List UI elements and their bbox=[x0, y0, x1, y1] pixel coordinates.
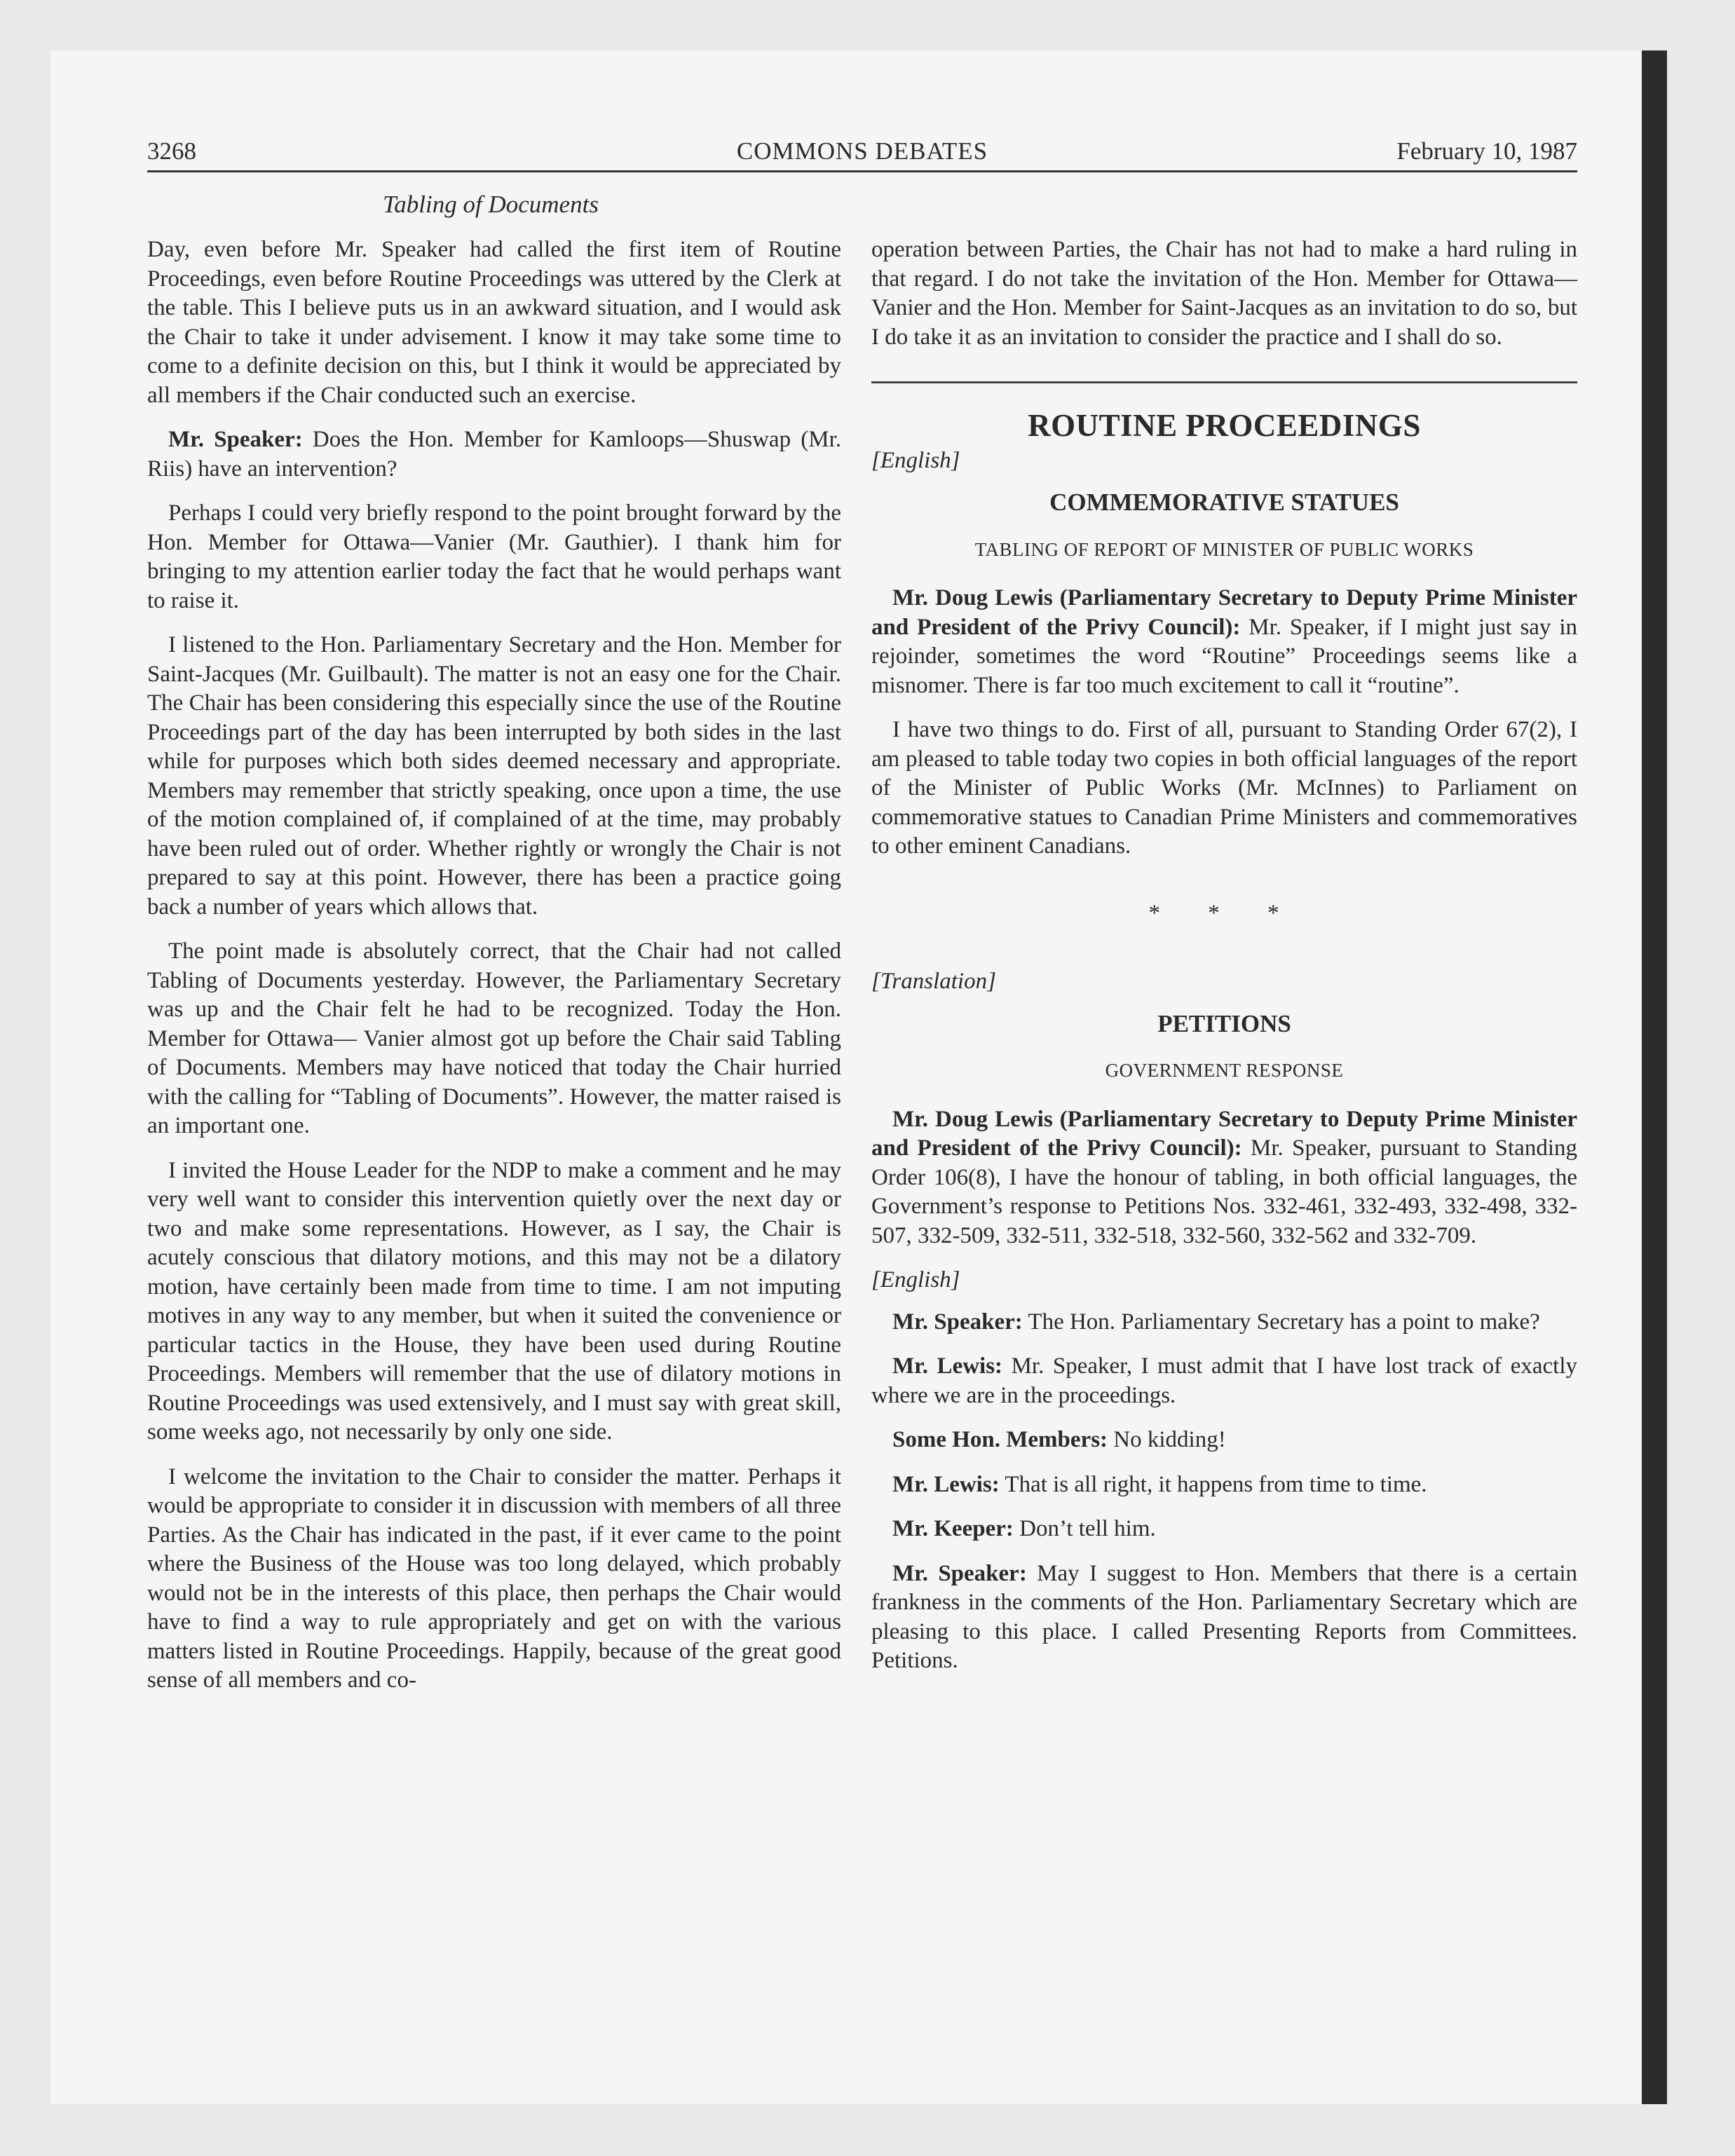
paragraph bbox=[871, 1560, 1577, 1676]
paragraph: Perhaps I could very briefly respond to the point brought forward by the Hon. Member for Ottawa—Vanier (Mr. Gauthier). I thank him for bringing to my attention earlier today the fact that he would perhaps want to raise it. bbox=[147, 500, 841, 613]
speaker-name: Mr. Doug Lewis (Parliamentary Secretary to Deputy Prime Minister and President of the Privy Council): bbox=[871, 1106, 1577, 1161]
speech-text: Mr. Speaker, I must admit that I have lost track of exactly where we are in the proceedings. bbox=[871, 1353, 1577, 1408]
page-header bbox=[147, 137, 1577, 172]
speaker-name: Mr. Speaker: bbox=[892, 1560, 1027, 1586]
speech-text: May I suggest to Hon. Members that there is a certain frankness in the comments of the Hon. Parliamentary Secretary which are pleasing to this place. I called Presenting Reports from Committees. Petitions. bbox=[871, 1560, 1577, 1673]
speech-text: No kidding! bbox=[1108, 1427, 1226, 1452]
paragraph bbox=[871, 1426, 1577, 1455]
paragraph: I have two things to do. First of all, pursuant to Standing Order 67(2), I am pleased to table today two copies in both official languages of the report of the Minister of Public Works (Mr. McInnes) to Parliament on commemorative statues to Canadian Prime Ministers and commemoratives to other eminent Canadians. bbox=[871, 717, 1577, 859]
paragraph: I listened to the Hon. Parliamentary Secretary and the Hon. Member for Saint-Jacques (Mr. Guilbault). The matter is not an easy one for the Chair. The Chair has been considering this especially since the use of the Routine Proceedings part of the day has been interrupted by both sides in the last while for purposes which both sides deemed necessary and appropriate. Members may remember that strictly speaking, once upon a time, the use of the motion complained of, if complained of at the time, may probably have been ruled out of order. Whether rightly or wrongly the Chair is not prepared to say at this point. However, there has been a practice going back a number of years which allows that. bbox=[147, 632, 841, 920]
section-divider bbox=[871, 381, 1577, 383]
speech-text: Mr. Speaker, pursuant to Standing Order 106(8), I have the honour of tabling, in both official languages, the Government’s response to Petitions Nos. 332-461, 332-493, 332-498, 332-507, 332-509, 332-511, 332-518, 332-560, 332-562 and 332-709. bbox=[871, 1135, 1578, 1248]
paragraph bbox=[871, 1471, 1577, 1500]
left-column bbox=[147, 236, 841, 1711]
speaker-name: Mr. Lewis: bbox=[892, 1471, 1000, 1497]
paragraph bbox=[871, 1308, 1577, 1337]
speaker-name: Some Hon. Members: bbox=[892, 1427, 1108, 1452]
paragraph: Day, even before Mr. Speaker had called the first item of Routine Proceedings, even before Routine Proceedings was uttered by the Clerk at the table. This I believe puts us in an awkward situation, and I would ask the Chair to take it under advisement. I know it may take some time to come to a definite decision on this, but I think it would be appreciated by all members if the Chair conducted such an exercise. bbox=[147, 237, 841, 408]
paragraph bbox=[147, 425, 841, 484]
scan-edge-bar bbox=[1642, 50, 1667, 2104]
speech-text: Mr. Speaker, if I might just say in rejoinder, sometimes the word “Routine” Proceedings seems like a misnomer. There is far too much excitement to call it “routine”. bbox=[871, 614, 1577, 698]
publication-title: COMMONS DEBATES bbox=[736, 137, 988, 165]
running-title: Tabling of Documents bbox=[383, 191, 599, 218]
section-title: ROUTINE PROCEEDINGS bbox=[1028, 408, 1421, 443]
section-break-stars: * * * bbox=[1148, 900, 1300, 926]
language-marker: [Translation] bbox=[871, 969, 996, 994]
subsection-title: COMMEMORATIVE STATUES bbox=[1049, 489, 1399, 516]
subsection-subtitle: GOVERNMENT RESPONSE bbox=[1105, 1060, 1344, 1081]
paragraph: The point made is absolutely correct, that the Chair had not called Tabling of Documents yesterday. However, the Parliamentary Secretary was up and the Chair felt he had to be recognized. Today the Hon. Member for Ottawa— Vanier almost got up before the Chair said Tabling of Documents. Members may have noticed that today the Chair hurried with the calling for “Tabling of Documents”. However, the matter raised is an important one. bbox=[147, 939, 841, 1138]
speaker-name: Mr. Speaker: bbox=[892, 1309, 1023, 1335]
paragraph: I invited the House Leader for the NDP to make a comment and he may very well want to consider this intervention quietly over the next day or two and make some representations. However, as I say, the Chair is acutely conscious that dilatory motions, and this may not be a dilatory motion, have certainly been made from time to time. I am not imputing motives in any way to any member, but when it suited the convenience or particular tactics in the House, they have been used during Routine Proceedings. Members will remember that the use of dilatory motions in Routine Proceedings was used extensively, and I must say with great skill, some weeks ago, not necessarily by only one side. bbox=[147, 1157, 841, 1445]
speech-text: Don’t tell him. bbox=[1013, 1516, 1156, 1541]
paragraph: I welcome the invitation to the Chair to consider the matter. Perhaps it would be appropriate to consider it in discussion with members of all three Parties. As the Chair has indicated in the past, if it ever came to the point where the Business of the House was too long delayed, which probably would not be in the interests of this place, then perhaps the Chair would have to find a way to rule appropriately and get on with the various matters listed in Routine Proceedings. Happily, because of the great good sense of all members and co- bbox=[147, 1464, 841, 1693]
paragraph bbox=[871, 1105, 1577, 1251]
header-rule bbox=[147, 170, 1577, 172]
speech-text: Does the Hon. Member for Kamloops—Shuswap (Mr. Riis) have an intervention? bbox=[147, 427, 841, 482]
paragraph bbox=[871, 584, 1577, 700]
page-number: 3268 bbox=[147, 137, 196, 165]
language-marker: [English] bbox=[871, 447, 960, 473]
speaker-name: Mr. Doug Lewis (Parliamentary Secretary to Deputy Prime Minister and President of the Privy Council): bbox=[871, 585, 1577, 640]
paragraph bbox=[871, 1352, 1577, 1410]
speech-text: The Hon. Parliamentary Secretary has a point to make? bbox=[1022, 1309, 1540, 1335]
paragraph bbox=[871, 1515, 1577, 1544]
right-column bbox=[871, 236, 1577, 1691]
speaker-name: Mr. Keeper: bbox=[892, 1516, 1014, 1541]
subsection-title: PETITIONS bbox=[1157, 1009, 1291, 1037]
publication-date: February 10, 1987 bbox=[1396, 137, 1577, 165]
speaker-name: Mr. Lewis: bbox=[892, 1353, 1003, 1379]
language-marker: [English] bbox=[871, 1267, 960, 1292]
subsection-subtitle: TABLING OF REPORT OF MINISTER OF PUBLIC WORKS bbox=[974, 538, 1474, 560]
speaker-name: Mr. Speaker: bbox=[168, 427, 303, 452]
paragraph: operation between Parties, the Chair has not had to make a hard ruling in that regard. I do not take the invitation of the Hon. Member for Ottawa—Vanier and the Hon. Member for Saint-Jacques as an invitation to do so, but I do take it as an invitation to consider the practice and I shall do so. bbox=[871, 237, 1577, 350]
speech-text: That is all right, it happens from time to time. bbox=[999, 1471, 1427, 1497]
